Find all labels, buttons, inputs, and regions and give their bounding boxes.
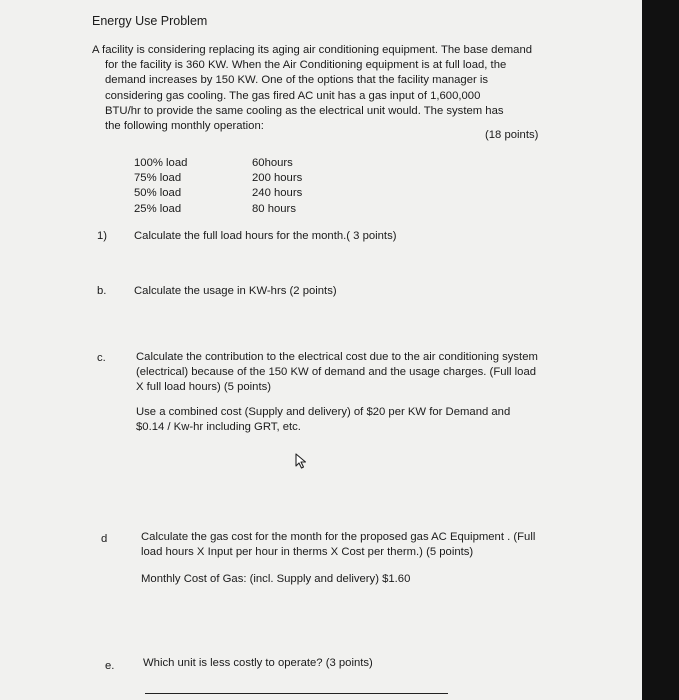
question-text: Calculate the full load hours for the month.( 3 points) [134,230,397,242]
hours-cell: 240 hours [252,187,303,200]
intro-line: the following monthly operation: [105,120,264,133]
intro-line: BTU/hr to provide the same cooling as the electrical unit would. The system has [105,104,504,117]
table-row [134,156,302,171]
question-label: e. [105,660,115,672]
question-line: Calculate the gas cost for the month for the proposed gas AC Equipment . (Full [141,531,536,543]
hours-cell: 80 hours [252,202,296,215]
intro-line: for the facility is 360 KW. When the Air Conditioning equipment is at full load, the [105,59,507,72]
question-line: load hours X Input per hour in therms X Cost per therm.) (5 points) [141,546,474,559]
question-label: c. [97,352,106,364]
answer-line [145,693,448,694]
intro-line: demand increases by 150 KW. One of the options that the facility manager is [105,74,489,87]
load-cell: 25% load [134,202,182,215]
cost-note [136,405,606,435]
table-row [134,186,302,201]
hours-cell: 200 hours [252,172,303,185]
mouse-pointer-icon [295,453,307,474]
hours-cell: 60hours [252,157,293,169]
question-label: 1) [97,230,108,242]
note-line: $0.14 / Kw-hr including GRT, etc. [136,421,301,434]
load-cell: 50% load [134,187,182,200]
table-row [134,171,302,186]
load-cell: 75% load [134,172,182,185]
question-text [141,530,611,560]
intro-line: considering gas cooling. The gas fired AC unit has a gas input of 1,600,000 [105,89,481,102]
note-line: Use a combined cost (Supply and delivery) of $20 per KW for Demand and [136,406,511,418]
intro-line: A facility is considering replacing its aging air conditioning equipment. The base demand [92,44,533,56]
load-cell: 100% load [134,157,188,169]
question-text: Calculate the usage in KW-hrs (2 points) [134,285,337,297]
question-text: Which unit is less costly to operate? (3 points) [143,657,373,669]
operation-table [134,156,302,217]
question-line: Calculate the contribution to the electrical cost due to the air conditioning system [136,351,538,363]
question-text [136,350,606,396]
dark-border [642,0,679,700]
gas-cost-note: Monthly Cost of Gas: (incl. Supply and delivery) $1.60 [141,573,411,585]
question-line: (electrical) because of the 150 KW of demand and the usage charges. (Full load [136,366,537,379]
table-row [134,202,302,217]
question-line: X full load hours) (5 points) [136,381,272,394]
total-points: (18 points) [485,129,539,141]
question-label: d [101,533,108,545]
problem-intro [92,43,562,134]
question-label: b. [97,285,107,297]
page-title: Energy Use Problem [92,14,208,28]
